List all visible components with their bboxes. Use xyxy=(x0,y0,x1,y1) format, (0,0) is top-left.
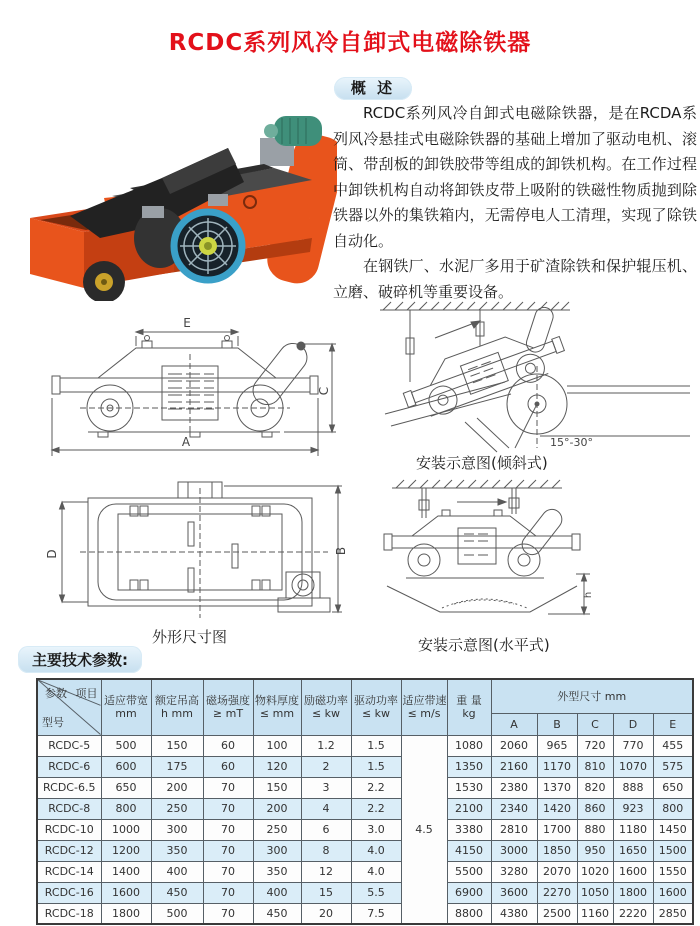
value-cell: 60 xyxy=(203,735,253,756)
caption-outline: 外形尺寸图 xyxy=(152,628,228,646)
cooling-fan-icon xyxy=(174,212,242,280)
value-cell: 1.5 xyxy=(351,735,401,756)
value-cell: 860 xyxy=(577,798,613,819)
value-cell: 950 xyxy=(577,840,613,861)
value-cell: 60 xyxy=(203,756,253,777)
caption-horizontal: 安装示意图(水平式) xyxy=(418,636,550,654)
value-cell: 1350 xyxy=(447,756,491,777)
col-header-dimensions-group: 外型尺寸 mm xyxy=(491,679,693,713)
col-header-excitation-power: 励磁功率 ≤ kw xyxy=(301,679,351,735)
value-cell: 300 xyxy=(151,819,203,840)
value-cell: 4150 xyxy=(447,840,491,861)
value-cell: 150 xyxy=(253,777,301,798)
drawing-horizontal-install xyxy=(362,478,692,633)
value-cell: 1800 xyxy=(101,903,151,924)
col-header-field-strength: 磁场强度 ≥ mT xyxy=(203,679,253,735)
corner-label-model: 型号 xyxy=(42,715,64,729)
value-cell: 1800 xyxy=(613,882,653,903)
value-cell: 1500 xyxy=(653,840,693,861)
value-cell: 2100 xyxy=(447,798,491,819)
value-cell: 3000 xyxy=(491,840,537,861)
value-cell: 1020 xyxy=(577,861,613,882)
value-cell: 800 xyxy=(101,798,151,819)
value-cell: 455 xyxy=(653,735,693,756)
value-cell: 5.5 xyxy=(351,882,401,903)
table-row xyxy=(37,777,693,798)
model-cell: RCDC-14 xyxy=(37,861,101,882)
dim-label-h: h xyxy=(583,591,594,599)
value-cell: 1400 xyxy=(101,861,151,882)
col-header-material-thickness: 物料厚度 ≤ mm xyxy=(253,679,301,735)
value-cell: 70 xyxy=(203,819,253,840)
dim-label-a: A xyxy=(181,435,191,449)
value-cell: 1700 xyxy=(537,819,577,840)
table-row xyxy=(37,819,693,840)
value-cell: 575 xyxy=(653,756,693,777)
value-cell: 2070 xyxy=(537,861,577,882)
product-photo xyxy=(12,86,337,301)
value-cell: 100 xyxy=(253,735,301,756)
value-cell: 4.0 xyxy=(351,840,401,861)
value-cell: 2500 xyxy=(537,903,577,924)
value-cell: 500 xyxy=(101,735,151,756)
value-cell: 1600 xyxy=(653,882,693,903)
corner-label-item: 项目 xyxy=(75,687,98,700)
value-cell: 2220 xyxy=(613,903,653,924)
value-cell: 2850 xyxy=(653,903,693,924)
table-row xyxy=(37,756,693,777)
model-cell: RCDC-10 xyxy=(37,819,101,840)
params-heading: 主要技术参数: xyxy=(18,646,142,673)
value-cell: 15 xyxy=(301,882,351,903)
value-cell: 4 xyxy=(301,798,351,819)
value-cell: 1450 xyxy=(653,819,693,840)
col-header-weight: 重 量 kg xyxy=(447,679,491,735)
value-cell: 2340 xyxy=(491,798,537,819)
value-cell: 200 xyxy=(253,798,301,819)
model-cell: RCDC-6 xyxy=(37,756,101,777)
value-cell: 3 xyxy=(301,777,351,798)
value-cell: 2.2 xyxy=(351,798,401,819)
value-cell: 70 xyxy=(203,861,253,882)
value-cell: 650 xyxy=(653,777,693,798)
col-header-dim-c: C xyxy=(577,713,613,735)
table-row xyxy=(37,861,693,882)
value-cell: 500 xyxy=(151,903,203,924)
value-cell: 923 xyxy=(613,798,653,819)
corner-label-parameter: 参数 xyxy=(45,687,67,700)
value-cell: 3600 xyxy=(491,882,537,903)
model-cell: RCDC-6.5 xyxy=(37,777,101,798)
table-row xyxy=(37,903,693,924)
value-cell: 1550 xyxy=(653,861,693,882)
dim-label-d: D xyxy=(45,549,59,559)
value-cell: 1070 xyxy=(613,756,653,777)
value-cell: 2810 xyxy=(491,819,537,840)
value-cell: 1420 xyxy=(537,798,577,819)
col-header-drive-power: 驱动功率 ≤ kw xyxy=(351,679,401,735)
value-cell: 1.2 xyxy=(301,735,351,756)
value-cell: 1850 xyxy=(537,840,577,861)
value-cell: 70 xyxy=(203,903,253,924)
value-cell: 250 xyxy=(151,798,203,819)
value-cell: 720 xyxy=(577,735,613,756)
corner-header-cell xyxy=(37,679,101,735)
overview-paragraph: 在钢铁厂、水泥厂多用于矿渣除铁和保护辊压机、立磨、破碎机等重要设备。 xyxy=(333,257,697,301)
drawing-side-view xyxy=(40,314,345,462)
value-cell: 8 xyxy=(301,840,351,861)
value-cell: 450 xyxy=(253,903,301,924)
value-cell: 888 xyxy=(613,777,653,798)
value-cell: 2380 xyxy=(491,777,537,798)
belt-speed-merged-cell: 4.5 xyxy=(401,735,447,924)
value-cell: 400 xyxy=(253,882,301,903)
model-cell: RCDC-8 xyxy=(37,798,101,819)
caption-inclined: 安装示意图(倾斜式) xyxy=(416,454,548,472)
value-cell: 1600 xyxy=(613,861,653,882)
col-header-dim-a: A xyxy=(491,713,537,735)
col-header-dim-d: D xyxy=(613,713,653,735)
value-cell: 965 xyxy=(537,735,577,756)
value-cell: 1050 xyxy=(577,882,613,903)
value-cell: 2160 xyxy=(491,756,537,777)
value-cell: 1600 xyxy=(101,882,151,903)
value-cell: 2270 xyxy=(537,882,577,903)
table-row xyxy=(37,882,693,903)
value-cell: 4380 xyxy=(491,903,537,924)
value-cell: 120 xyxy=(253,756,301,777)
value-cell: 3280 xyxy=(491,861,537,882)
col-header-dim-e: E xyxy=(653,713,693,735)
value-cell: 200 xyxy=(151,777,203,798)
value-cell: 5500 xyxy=(447,861,491,882)
value-cell: 600 xyxy=(101,756,151,777)
value-cell: 1160 xyxy=(577,903,613,924)
value-cell: 20 xyxy=(301,903,351,924)
table-row xyxy=(37,735,693,756)
overview-heading: 概 述 xyxy=(334,77,412,100)
value-cell: 70 xyxy=(203,777,253,798)
value-cell: 7.5 xyxy=(351,903,401,924)
page-title: RCDC系列风冷自卸式电磁除铁器 xyxy=(168,30,532,56)
table-row xyxy=(37,840,693,861)
value-cell: 800 xyxy=(653,798,693,819)
model-cell: RCDC-5 xyxy=(37,735,101,756)
value-cell: 2060 xyxy=(491,735,537,756)
value-cell: 1650 xyxy=(613,840,653,861)
model-cell: RCDC-18 xyxy=(37,903,101,924)
model-cell: RCDC-12 xyxy=(37,840,101,861)
drawing-plan-view xyxy=(40,480,350,625)
value-cell: 1180 xyxy=(613,819,653,840)
value-cell: 12 xyxy=(301,861,351,882)
col-header-rated-height: 额定吊高 h mm xyxy=(151,679,203,735)
params-table xyxy=(36,678,694,925)
value-cell: 2.2 xyxy=(351,777,401,798)
value-cell: 650 xyxy=(101,777,151,798)
overview-text xyxy=(333,101,697,305)
model-cell: RCDC-16 xyxy=(37,882,101,903)
value-cell: 1080 xyxy=(447,735,491,756)
value-cell: 450 xyxy=(151,882,203,903)
value-cell: 70 xyxy=(203,798,253,819)
dim-label-b: B xyxy=(334,546,348,556)
value-cell: 350 xyxy=(151,840,203,861)
value-cell: 3380 xyxy=(447,819,491,840)
value-cell: 3.0 xyxy=(351,819,401,840)
drawing-inclined-install xyxy=(365,296,695,456)
value-cell: 6900 xyxy=(447,882,491,903)
value-cell: 300 xyxy=(253,840,301,861)
value-cell: 810 xyxy=(577,756,613,777)
dim-label-e: E xyxy=(183,316,191,330)
value-cell: 8800 xyxy=(447,903,491,924)
col-header-belt-width: 适应带宽 mm xyxy=(101,679,151,735)
params-table-body xyxy=(37,735,693,924)
col-header-belt-speed: 适应带速 ≤ m/s xyxy=(401,679,447,735)
value-cell: 175 xyxy=(151,756,203,777)
value-cell: 1530 xyxy=(447,777,491,798)
table-row xyxy=(37,798,693,819)
value-cell: 350 xyxy=(253,861,301,882)
value-cell: 150 xyxy=(151,735,203,756)
value-cell: 1000 xyxy=(101,819,151,840)
value-cell: 2 xyxy=(301,756,351,777)
value-cell: 6 xyxy=(301,819,351,840)
value-cell: 4.0 xyxy=(351,861,401,882)
value-cell: 820 xyxy=(577,777,613,798)
incline-angle-label: 15°-30° xyxy=(550,436,593,449)
overview-paragraph: RCDC系列风冷自卸式电磁除铁器，是在RCDA系列风冷悬挂式电磁除铁器的基础上增加了驱动电机、滚筒、带刮板的卸铁胶带等组成的卸铁机构。在工作过程中卸铁机构自动将卸铁皮带上吸附的铁磁性物质抛到除铁器以外的集铁箱内，无需停电人工清理，实现了除铁自动化。 xyxy=(333,104,697,250)
value-cell: 70 xyxy=(203,840,253,861)
value-cell: 770 xyxy=(613,735,653,756)
value-cell: 1170 xyxy=(537,756,577,777)
value-cell: 1.5 xyxy=(351,756,401,777)
dim-label-c: C xyxy=(317,386,331,396)
value-cell: 880 xyxy=(577,819,613,840)
value-cell: 400 xyxy=(151,861,203,882)
value-cell: 70 xyxy=(203,882,253,903)
value-cell: 1370 xyxy=(537,777,577,798)
col-header-dim-b: B xyxy=(537,713,577,735)
value-cell: 1200 xyxy=(101,840,151,861)
value-cell: 250 xyxy=(253,819,301,840)
